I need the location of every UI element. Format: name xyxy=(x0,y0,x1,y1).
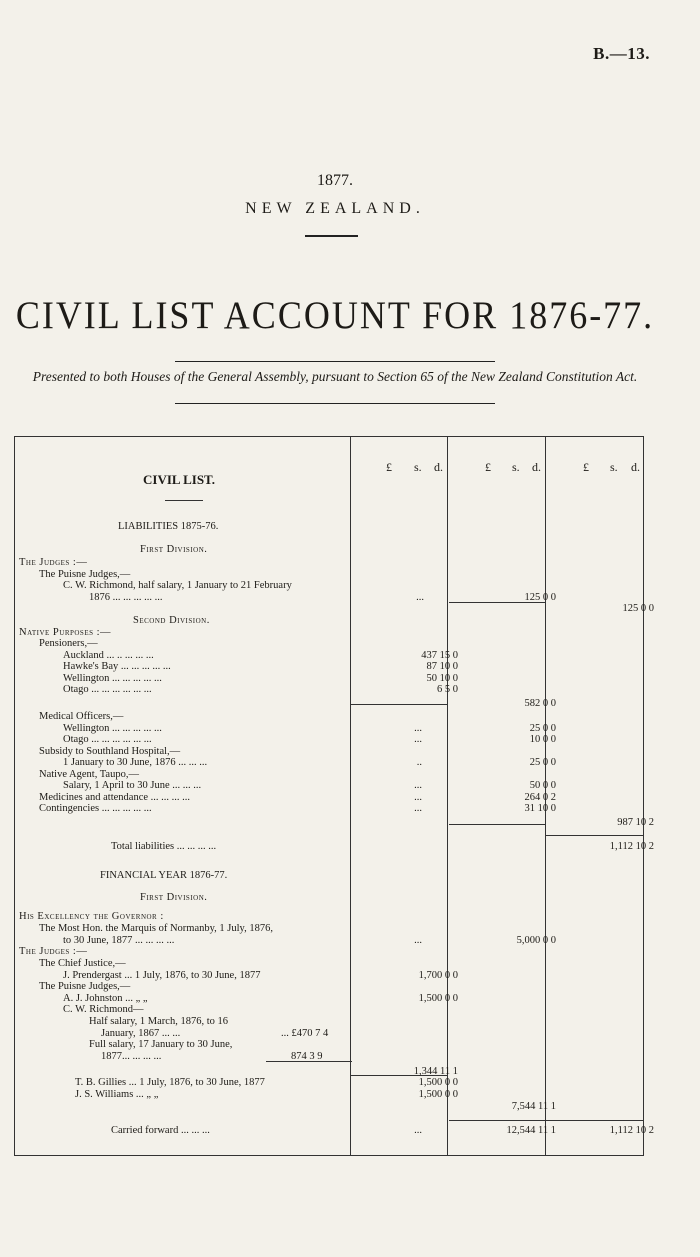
amount-cell: 125 0 0 xyxy=(524,592,556,603)
line-item-label: First Division. xyxy=(140,544,208,555)
amount-cell: 1,500 0 0 xyxy=(418,1077,458,1088)
amount-cell: ... xyxy=(416,592,424,603)
line-item-label: The Judges :— xyxy=(19,946,88,957)
amount-cell: 582 0 0 xyxy=(524,698,556,709)
line-item-label: Half salary, 1 March, 1876, to 16 xyxy=(89,1016,228,1027)
line-item-label: Carried forward ... ... ... xyxy=(111,1125,210,1136)
line-item-label: Full salary, 17 January to 30 June, xyxy=(89,1039,233,1050)
line-item-label: C. W. Richmond— xyxy=(63,1004,144,1015)
line-item-label: 1877... ... ... ... xyxy=(101,1051,162,1062)
amount-cell: 25 0 0 xyxy=(529,723,556,734)
amount-cell: 25 0 0 xyxy=(529,757,556,768)
line-item-label: Otago ... ... ... ... ... ... xyxy=(63,734,152,745)
amount-cell: 31 10 0 xyxy=(524,803,556,814)
subtotal-rule xyxy=(449,824,545,825)
line-item-label: Pensioners,— xyxy=(39,638,98,649)
civil-list-table xyxy=(14,436,654,1156)
line-item-label: J. Prendergast ... 1 July, 1876, to 30 June, 1877 xyxy=(63,970,261,981)
amount-cell: 987 10 2 xyxy=(617,817,654,828)
line-item-label: J. S. Williams ... „ „ xyxy=(75,1089,159,1100)
line-item-label: Wellington ... ... ... ... ... xyxy=(63,723,162,734)
amount-cell: ... xyxy=(414,792,422,803)
amount-cell: .. xyxy=(416,757,422,768)
amount-cell: 5,000 0 0 xyxy=(516,935,556,946)
amount-cell: 437 15 0 xyxy=(421,650,458,661)
salary-part-amount: ... £470 7 4 xyxy=(281,1028,329,1039)
line-item-label: Total liabilities ... ... ... ... xyxy=(111,841,217,852)
amount-cell: 1,344 11 1 xyxy=(413,1066,458,1077)
amount-cell: 87 10 0 xyxy=(426,661,458,672)
line-item-label: The Puisne Judges,— xyxy=(39,981,131,992)
line-item-label: Wellington ... ... ... ... ... xyxy=(63,673,162,684)
line-item-label: to 30 June, 1877 ... ... ... ... xyxy=(63,935,175,946)
report-reference: B.—13. xyxy=(593,44,650,63)
line-item-label: Otago ... ... ... ... ... ... xyxy=(63,684,152,695)
title-rule xyxy=(165,500,203,501)
line-item-label: 1 January to 30 June, 1876 ... ... ... xyxy=(63,757,208,768)
subtotal-rule xyxy=(546,1120,643,1121)
line-item-label: January, 1867 ... ... xyxy=(101,1028,181,1039)
line-item-label: Contingencies ... ... ... ... ... xyxy=(39,803,152,814)
amount-cell: 50 0 0 xyxy=(529,780,556,791)
pound-header: £ xyxy=(583,460,589,474)
column-divider xyxy=(350,437,351,1155)
shilling-header: s. xyxy=(414,460,422,474)
line-item-label: The Puisne Judges,— xyxy=(39,569,131,580)
line-item-label: Hawke's Bay ... ... ... ... ... xyxy=(63,661,171,672)
line-item-label: Native Purposes :— xyxy=(19,627,112,638)
amount-cell: ... xyxy=(414,734,422,745)
country-heading: NEW ZEALAND. xyxy=(245,200,425,217)
amount-cell: 10 0 0 xyxy=(529,734,556,745)
table-title: CIVIL LIST. xyxy=(143,472,216,487)
presented-note: Presented to both Houses of the General Assembly, pursuant to Section 65 of the New Zealand Constitution Act. xyxy=(32,369,638,384)
amount-cell: 264 0 2 xyxy=(524,792,556,803)
pence-header: d. xyxy=(532,460,541,474)
line-item-label: The Chief Justice,— xyxy=(39,958,126,969)
amount-cell: ... xyxy=(414,780,422,791)
amount-cell: 1,112 10 2 xyxy=(609,841,654,852)
line-item-label: His Excellency the Governor : xyxy=(19,911,164,922)
short-divider xyxy=(305,235,358,237)
line-item-label: LIABILITIES 1875-76. xyxy=(118,521,219,532)
amount-cell: 7,544 11 1 xyxy=(511,1101,556,1112)
amount-cell: ... xyxy=(414,935,422,946)
line-item-label: FINANCIAL YEAR 1876-77. xyxy=(100,870,228,881)
line-item-label: T. B. Gillies ... 1 July, 1876, to 30 June, 1877 xyxy=(75,1077,265,1088)
line-item-label: A. J. Johnston ... „ „ xyxy=(63,993,148,1004)
line-item-label: 1876 ... ... ... ... ... xyxy=(89,592,163,603)
shilling-header: s. xyxy=(610,460,618,474)
report-year: 1877. xyxy=(317,172,353,189)
column-divider xyxy=(447,437,448,1155)
line-item-label: Second Division. xyxy=(133,615,210,626)
subtotal-rule xyxy=(449,1120,545,1121)
line-item-label: Auckland ... .. ... ... ... xyxy=(63,650,154,661)
line-item-label: Salary, 1 April to 30 June ... ... ... xyxy=(63,780,202,791)
amount-cell: ... xyxy=(414,803,422,814)
amount-cell: ... xyxy=(414,723,422,734)
pence-header: d. xyxy=(631,460,640,474)
amount-cell: 50 10 0 xyxy=(426,673,458,684)
shilling-header: s. xyxy=(512,460,520,474)
line-item-label: Subsidy to Southland Hospital,— xyxy=(39,746,181,757)
amount-cell: 1,700 0 0 xyxy=(418,970,458,981)
pound-header: £ xyxy=(386,460,392,474)
amount-cell: 1,500 0 0 xyxy=(418,993,458,1004)
amount-cell: ... xyxy=(414,1125,422,1136)
line-item-label: Native Agent, Taupo,— xyxy=(39,769,139,780)
pence-header: d. xyxy=(434,460,443,474)
line-item-label: Medicines and attendance ... ... ... ... xyxy=(39,792,191,803)
pound-header: £ xyxy=(485,460,491,474)
subtotal-rule xyxy=(546,835,643,836)
salary-part-amount: 874 3 9 xyxy=(291,1051,323,1062)
line-item-label: C. W. Richmond, half salary, 1 January to 21 February xyxy=(63,580,292,591)
note-divider xyxy=(175,403,495,404)
amount-cell: 1,500 0 0 xyxy=(418,1089,458,1100)
amount-cell: 6 5 0 xyxy=(437,684,458,695)
line-item-label: Medical Officers,— xyxy=(39,711,124,722)
title-divider xyxy=(175,361,495,362)
line-item-label: The Judges :— xyxy=(19,557,88,568)
amount-cell: 125 0 0 xyxy=(622,603,654,614)
line-item-label: First Division. xyxy=(140,892,208,903)
page-title: CIVIL LIST ACCOUNT FOR 1876-77. xyxy=(15,293,655,337)
amount-cell: 1,112 10 2 xyxy=(609,1125,654,1136)
subtotal-rule xyxy=(351,704,447,705)
line-item-label: The Most Hon. the Marquis of Normanby, 1 July, 1876, xyxy=(39,923,273,934)
amount-cell: 12,544 11 1 xyxy=(506,1125,556,1136)
